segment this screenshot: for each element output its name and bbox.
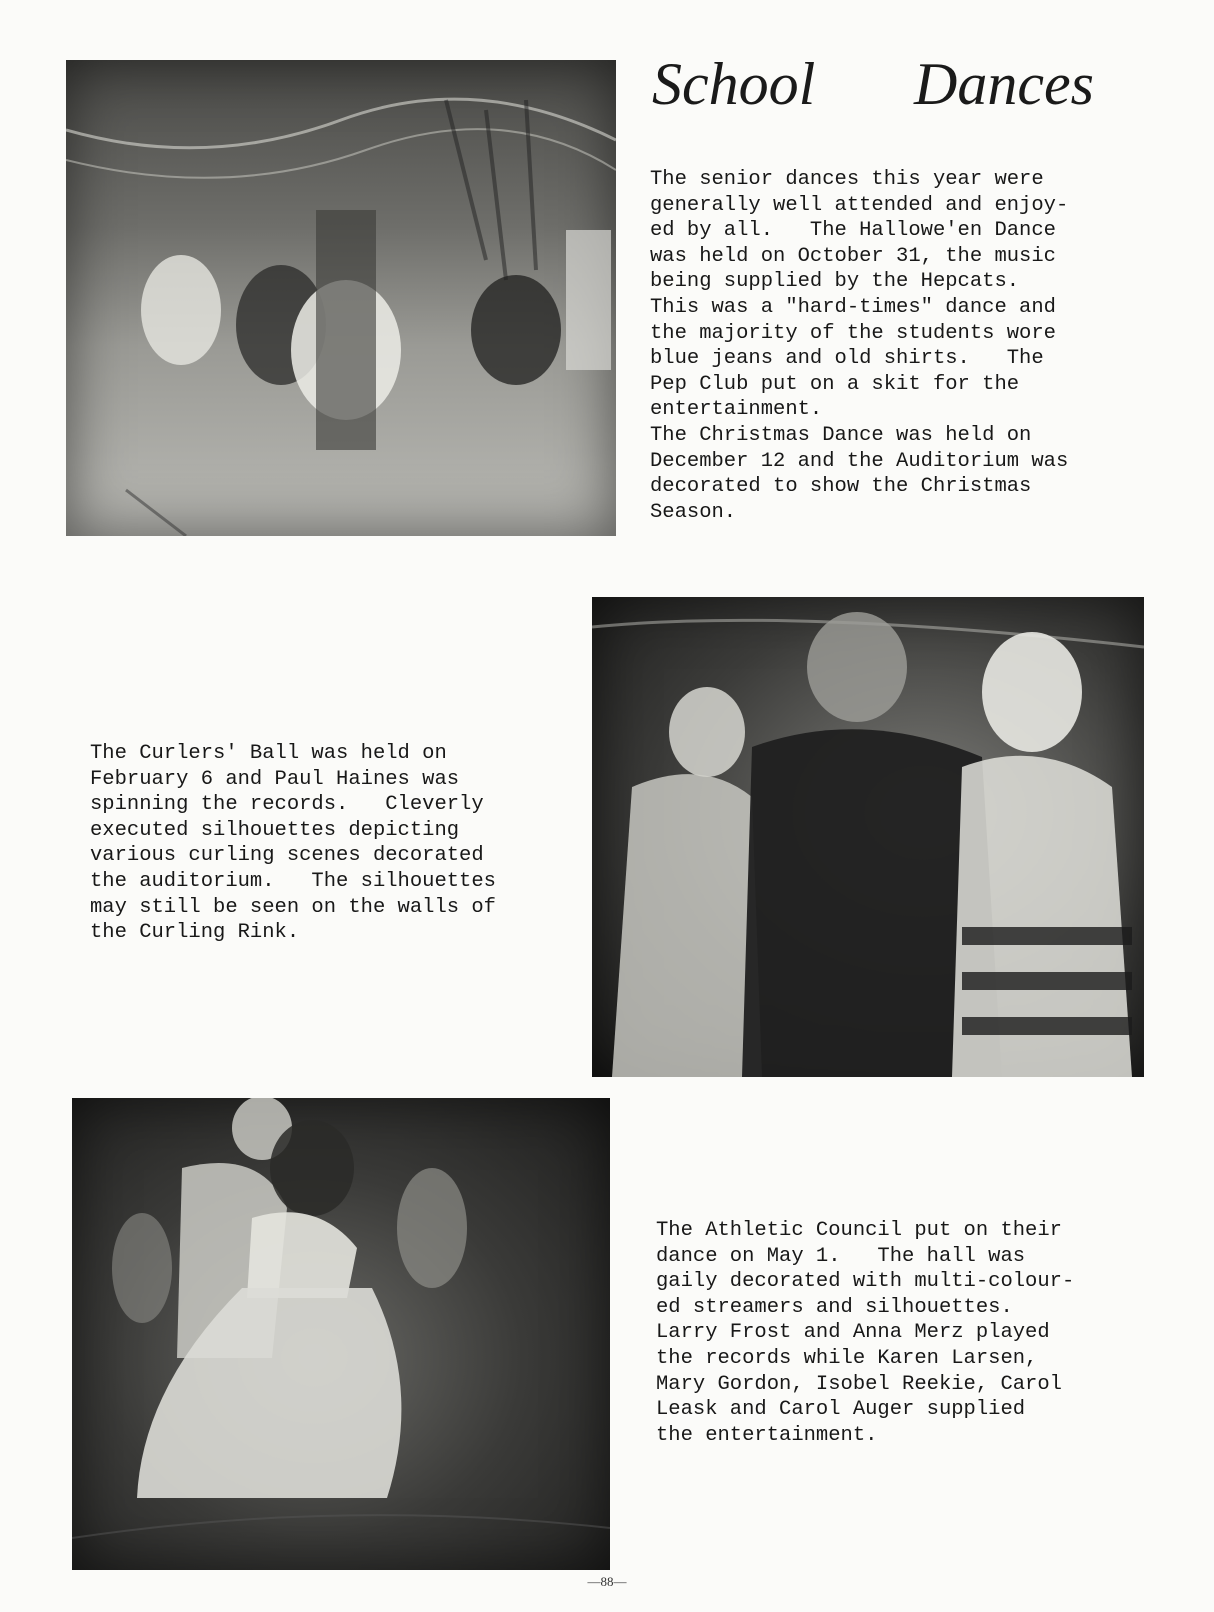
title-word-school: School [652,51,816,117]
photo-dance-hall [66,60,616,536]
title-word-dances: Dances [914,51,1094,117]
photo-couple-dancing [72,1098,610,1570]
page-title [652,50,1122,140]
paragraph-curlers-ball: The Curlers' Ball was held on February 6 and Paul Haines was spinning the records. Cleverly executed silhouettes depicting various curling scenes decorated the auditorium. The silhouettes may still be seen on the walls of the Curling Rink. [90,742,496,945]
paragraph-halloween-christmas: The senior dances this year were generally well attended and enjoy- ed by all. The Hallowe'en Dance was held on October 31, the music being supplied by the Hepcats. This was a "hard-times" dance and the majority of the students wore blue jeans and old shirts. The Pep Club put on a skit for the entertainment. The Christmas Dance was held on December 12 and the Auditorium was decorated to show the Christmas Season. [650,168,1069,524]
paragraph-athletic-council: The Athletic Council put on their dance on May 1. The hall was gaily decorated with multi-colour- ed streamers and silhouettes. Larry Frost and Anna Merz played the records while Karen Larsen, Mary Gordon, Isobel Reekie, Carol Leask and Carol Auger supplied the entertainment. [656,1219,1075,1447]
photo-dancers-closeup [592,597,1144,1077]
page-number: —88— [587,1574,627,1589]
